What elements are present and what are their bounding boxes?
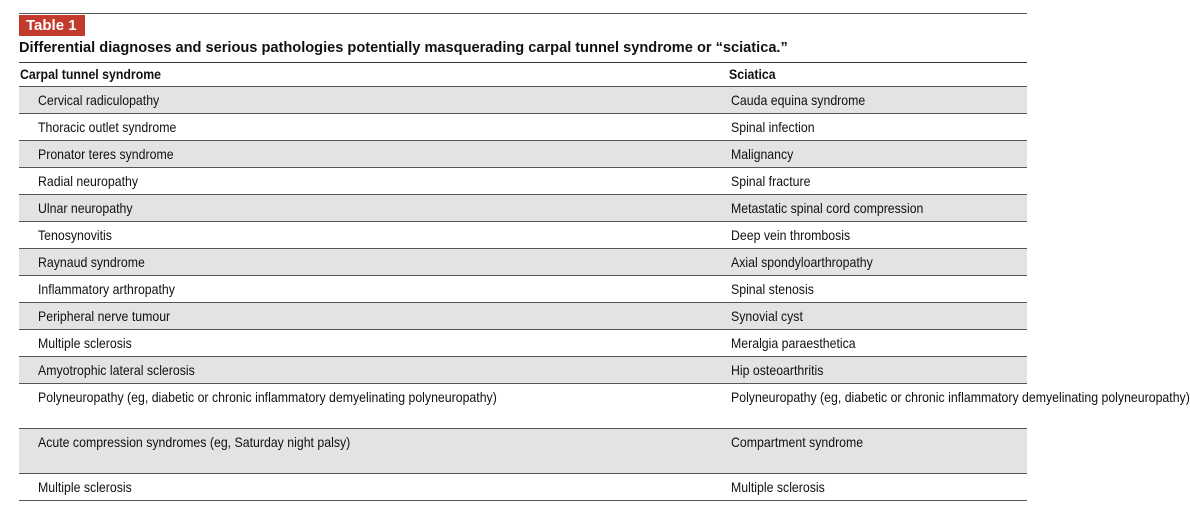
table-badge: Table 1 — [19, 15, 85, 36]
cell-sciatica: Spinal fracture — [731, 173, 811, 189]
cell-carpal-tunnel: Acute compression syndromes (eg, Saturday night palsy) — [38, 434, 351, 450]
cell-sciatica: Compartment syndrome — [731, 434, 864, 450]
cell-carpal-tunnel: Thoracic outlet syndrome — [38, 119, 177, 135]
table-row — [19, 428, 1027, 473]
cell-carpal-tunnel: Multiple sclerosis — [38, 479, 132, 495]
table-caption: Differential diagnoses and serious pathologies potentially masquerading carpal tunnel syndrome or “sciatica.” — [19, 40, 788, 56]
cell-sciatica: Polyneuropathy (eg, diabetic or chronic inflammatory demyelinating polyneuropathy) — [731, 389, 1190, 405]
table-row — [19, 140, 1027, 167]
table-row — [19, 473, 1027, 500]
cell-carpal-tunnel: Ulnar neuropathy — [38, 200, 133, 216]
cell-sciatica: Spinal stenosis — [731, 281, 814, 297]
cell-sciatica: Spinal infection — [731, 119, 815, 135]
column-header-sciatica: Sciatica — [729, 66, 776, 82]
cell-carpal-tunnel: Peripheral nerve tumour — [38, 308, 171, 324]
table-row — [19, 167, 1027, 194]
cell-sciatica: Cauda equina syndrome — [731, 92, 866, 108]
cell-carpal-tunnel: Polyneuropathy (eg, diabetic or chronic inflammatory demyelinating polyneuropathy) — [38, 389, 497, 405]
table-row — [19, 275, 1027, 302]
cell-carpal-tunnel: Cervical radiculopathy — [38, 92, 160, 108]
cell-carpal-tunnel: Multiple sclerosis — [38, 335, 132, 351]
cell-sciatica: Synovial cyst — [731, 308, 803, 324]
table-row — [19, 248, 1027, 275]
table-row — [19, 383, 1190, 428]
column-header-carpal-tunnel: Carpal tunnel syndrome — [20, 66, 162, 82]
table-row — [19, 221, 1027, 248]
bottom-rule — [19, 500, 1027, 501]
cell-sciatica: Meralgia paraesthetica — [731, 335, 856, 351]
cell-carpal-tunnel: Amyotrophic lateral sclerosis — [38, 362, 195, 378]
table-row — [19, 113, 1027, 140]
table-row — [19, 194, 1027, 221]
cell-carpal-tunnel: Pronator teres syndrome — [38, 146, 174, 162]
table-row — [19, 329, 1027, 356]
cell-carpal-tunnel: Inflammatory arthropathy — [38, 281, 175, 297]
cell-sciatica: Malignancy — [731, 146, 794, 162]
cell-carpal-tunnel: Tenosynovitis — [38, 227, 112, 243]
cell-sciatica: Deep vein thrombosis — [731, 227, 851, 243]
top-rule — [19, 13, 1027, 14]
table-header — [19, 63, 1027, 85]
cell-sciatica: Hip osteoarthritis — [731, 362, 824, 378]
cell-sciatica: Axial spondyloarthropathy — [731, 254, 873, 270]
table-body — [19, 86, 1190, 501]
table-row — [19, 302, 1027, 329]
table-row — [19, 356, 1027, 383]
cell-carpal-tunnel: Raynaud syndrome — [38, 254, 145, 270]
cell-sciatica: Multiple sclerosis — [731, 479, 825, 495]
table-row — [19, 86, 1027, 113]
cell-carpal-tunnel: Radial neuropathy — [38, 173, 139, 189]
cell-sciatica: Metastatic spinal cord compression — [731, 200, 924, 216]
